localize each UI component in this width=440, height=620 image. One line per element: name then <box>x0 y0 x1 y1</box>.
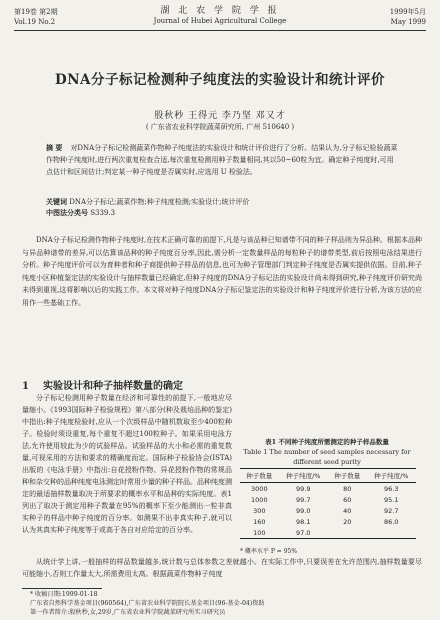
intro-paragraph: DNA分子标记检测作物种子纯度时,在技术正确可靠的前提下,凡是与该品种已知谱带不同的种子样品则为异品种。根据本品种与异品种谱带的差异,可以估算该品种的种子纯度百分率,因此,需分析一定数量样品的每粒种子的谱带类型,前后按照电泳结果进行分析。种子纯度评价可以为育种者和种子商提供种子样品的信息,也可为种子管理部门判定种子纯度是否属实提供依据。目前,种子纯度小区种植鉴定法的实验设计与抽样数量已经确定,但种子纯度的DNA分子标记法的实验设计尚未得到研究,种子纯度评价研究尚未得到重视,这将影响以后的实践工作。本文将对种子纯度DNA分子标记鉴定法的实验设计和种子纯度评价进行分析,为该方法的应用作一些基础工作。 <box>22 236 422 307</box>
abstract-label: 摘 要 <box>46 143 63 152</box>
paper-title: DNA分子标记检测种子纯度法的实验设计和统计评价 <box>54 72 386 88</box>
keywords-label: 关键词 <box>46 197 67 206</box>
table-cell: 60 <box>343 495 352 504</box>
table-cell: 300 <box>253 506 266 515</box>
seed-sample-table <box>240 468 416 539</box>
keywords <box>46 196 398 208</box>
table-cell: 160 <box>253 517 266 526</box>
table-cell: 3000 <box>251 484 268 493</box>
running-header <box>14 6 426 32</box>
table-cell <box>367 527 416 539</box>
table-cell: 40 <box>343 506 352 515</box>
table-cell: 99.0 <box>296 506 311 515</box>
table-cell: 96.3 <box>384 484 399 493</box>
table-row <box>240 505 416 516</box>
issue-date: 1999年5月 May 1999 <box>389 8 426 26</box>
continuation-paragraph: 从统计学上讲,一般抽样的样品数量越多,统计数与总体参数之差就越小。在实际工作中,只要误差在允许范围内,抽样数量要尽可能缩小,否则工作量太大,所需费用太高。根据蔬菜作物种子纯度 <box>22 558 422 578</box>
table-header-cell: 种子数量 <box>328 469 367 483</box>
table-cell: 86.0 <box>384 517 399 526</box>
table-cell: 99.9 <box>296 484 311 493</box>
footnote-fund: 广东省自然科学基金项目(960564),广东省农业科学院院长基金项目(96-基金-04)资助 <box>30 600 265 607</box>
table-cell: 1000 <box>251 495 268 504</box>
affiliation: ( 广东省农业科学院蔬菜研究所, 广州 510640 ) <box>145 123 295 131</box>
abstract <box>46 142 398 178</box>
footnote-bio: 第一作者简介:殷秋秒,女,29岁,广东省农业科学院蔬菜研究所实习研究员 <box>30 609 226 616</box>
table-note: * 概率水平 P = 95% <box>240 548 298 555</box>
abstract-text: 对DNA分子标记检测蔬菜作物种子纯度法的实验设计和统计评价进行了分析。结果认为,分子标记检验蔬菜作物种子纯度时,进行两次重复检查合适,每次重复检测用种子数量相同,其以50~60粒为宜。确定种子纯度时,可用点估计和区间估计;判定某一种子纯度是否属实时,应选用 U 检验法。 <box>46 144 398 176</box>
section-number: 1 <box>22 381 29 392</box>
section-body: 分子标记检测用种子数量在经济和可靠性的前提下,一般地应尽量缩小。《1993国际种子检验规程》第八部分(种及栽培品种的鉴定)中指出:种子纯度检验时,应从一个次级样品中随机数取至少400粒种子。检验时须设重复,每个重复不超过100粒种子。如果采用电泳方法,允许使用较此为少的试验样品。试验样品的大小和必需的重复数量,可视采用的方法和要求的精确度而定。国际种子检验协会(ISTA)出版的《电泳手册》中指出:自花授粉作物、异花授粉作物的常规品种和杂交种的品种纯度电泳测定时常用少量的种子样品。品种纯度测定的最适抽样数量取决于所要求的概率水平和品种的实际纯度。表1列出了取决于测定用种子数量在95%的概率下至少能测出一粒非真实种子的样品中种子纯度的百分率。如测果不出非真实种子,就可以认为其真实种子纯度等于或高于各自对应给定的百分率。 <box>22 394 232 534</box>
table-cell <box>328 527 367 539</box>
footnote <box>30 590 420 617</box>
table-caption-cn: 表1 不同种子纯度所需测定的种子样品数量 <box>265 438 389 446</box>
table-cell: 97.0 <box>296 528 311 537</box>
table-cell: 80 <box>343 484 352 493</box>
journal-name: 湖 北 农 学 院 学 报 Journal of Hubei Agricultural College <box>153 6 287 25</box>
footnote-received: * 收稿日期:1999-01-18 <box>30 591 98 598</box>
section-heading <box>22 377 183 392</box>
table-cell: 99.7 <box>296 495 311 504</box>
table-cell: 92.7 <box>384 506 399 515</box>
table-header-cell: 种子纯度/% <box>279 469 328 483</box>
table-cell: 100 <box>253 528 266 537</box>
table-row <box>240 527 416 539</box>
classification-value: S339.3 <box>90 209 116 217</box>
table-caption-en: Table 1 The number of seed samples necessary for different seed purity <box>243 448 411 466</box>
header-rule <box>14 30 426 31</box>
table-row <box>240 494 416 505</box>
volume-info: 第19卷 第2期 Vol.19 No.2 <box>14 8 58 26</box>
table-header-cell: 种子数量 <box>240 469 279 483</box>
keywords-text: DNA分子标记;蔬菜作物;种子纯度检测;实验设计;统计评价 <box>69 198 250 206</box>
table-caption <box>236 437 418 467</box>
table-header-cell: 种子纯度/% <box>367 469 416 483</box>
table-cell: 95.1 <box>384 495 399 504</box>
footnote-rule <box>22 588 102 589</box>
table-cell: 98.1 <box>296 517 311 526</box>
classification-label: 中图法分类号 <box>46 208 88 217</box>
table-row <box>240 516 416 527</box>
table-header-row <box>240 469 416 483</box>
table-row <box>240 483 416 495</box>
table-cell: 20 <box>343 517 352 526</box>
classification-number <box>46 208 115 218</box>
author-list: 殷秋秒 王得元 李乃坚 邓又才 <box>154 111 286 121</box>
section-title: 实验设计和种子抽样数量的确定 <box>42 381 183 392</box>
